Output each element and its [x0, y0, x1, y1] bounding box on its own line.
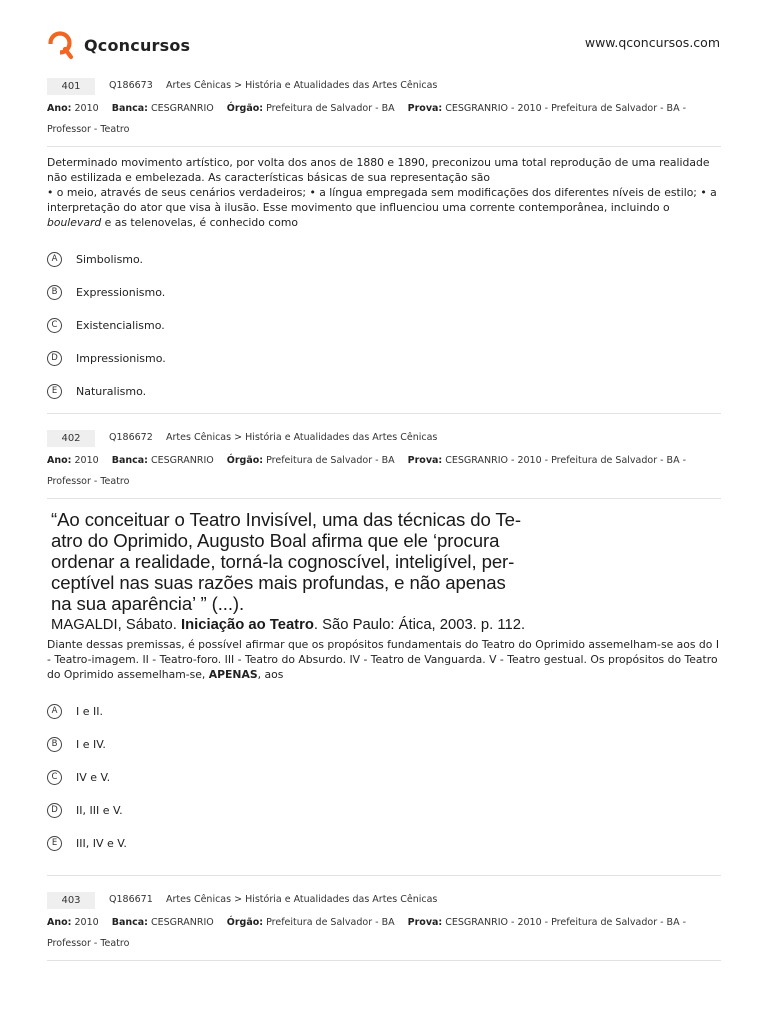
quote-line: ceptível nas suas razões mais profundas, e não apenas: [51, 572, 506, 593]
ano-label: Ano:: [47, 917, 72, 928]
orgao-label: Órgão:: [226, 455, 264, 466]
option-d[interactable]: [47, 794, 721, 827]
question-text-p3: e as telenovelas, é conhecido como: [101, 216, 298, 229]
option-text: Expressionismo.: [76, 286, 166, 299]
option-text: IV e V.: [76, 771, 111, 784]
option-text: Impressionismo.: [76, 352, 166, 365]
divider: [47, 960, 721, 961]
option-e[interactable]: [47, 827, 721, 860]
option-c[interactable]: [47, 761, 721, 794]
ano-value: 2010: [74, 455, 99, 466]
ano-label: Ano:: [47, 455, 72, 466]
divider: [47, 498, 721, 499]
logo[interactable]: [46, 30, 190, 60]
question-number: 401: [47, 78, 95, 95]
logo-text: Qconcursos: [84, 35, 191, 55]
question-meta: [47, 98, 721, 140]
prova-value-cont: Professor - Teatro: [47, 938, 130, 949]
question-text-italic: boulevard: [47, 216, 102, 229]
question-text-main: Diante dessas premissas, é possível afirmar que os propósitos fundamentais do Teatro do Oprimido assemelham-se aos do I - Teatro-imagem. II - Teatro-foro. III - Teatro do Absurdo. IV - Teatro de Vanguarda. V - Teatro gestual. Os propósitos do Teatro do Oprimido assemelham-se,: [47, 638, 719, 681]
quote-line: ordenar a realidade, torná-la cognoscível, inteligível, per-: [51, 551, 515, 572]
option-text: Simbolismo.: [76, 253, 144, 266]
question-text-bold: APENAS: [208, 668, 258, 681]
question-separator: [47, 875, 721, 876]
option-letter[interactable]: C: [47, 770, 62, 785]
option-letter[interactable]: E: [47, 384, 62, 399]
q-logo-icon: [46, 30, 76, 60]
option-d[interactable]: [47, 342, 721, 375]
question-text: [47, 637, 721, 682]
divider: [47, 146, 721, 147]
option-text: I e II.: [76, 705, 103, 718]
question-subject[interactable]: Artes Cênicas > História e Atualidades das Artes Cênicas: [166, 432, 438, 443]
banca-value: CESGRANRIO: [151, 917, 214, 928]
question-text-end: , aos: [257, 668, 284, 681]
question-header: [47, 78, 721, 98]
option-b[interactable]: [47, 728, 721, 761]
option-letter[interactable]: B: [47, 285, 62, 300]
answer-options: [47, 243, 721, 408]
ano-label: Ano:: [47, 103, 72, 114]
question-meta: [47, 912, 721, 954]
question-header: [47, 892, 721, 912]
prova-value: CESGRANRIO - 2010 - Prefeitura de Salvador - BA -: [445, 917, 687, 928]
ano-value: 2010: [74, 103, 99, 114]
answer-options: [47, 695, 721, 860]
question-id[interactable]: Q186672: [109, 432, 153, 443]
prova-label: Prova:: [407, 455, 443, 466]
question-subject[interactable]: Artes Cênicas > História e Atualidades das Artes Cênicas: [166, 80, 438, 91]
site-url[interactable]: www.qconcursos.com: [584, 35, 720, 50]
quote-ref-author: MAGALDI, Sábato.: [51, 617, 177, 633]
prova-value: CESGRANRIO - 2010 - Prefeitura de Salvador - BA -: [445, 455, 687, 466]
option-text: Naturalismo.: [76, 385, 147, 398]
quote-line: “Ao conceituar o Teatro Invisível, uma das técnicas do Te-: [51, 509, 521, 530]
banca-label: Banca:: [111, 103, 148, 114]
quote-reference: [51, 616, 571, 635]
option-letter[interactable]: B: [47, 737, 62, 752]
option-c[interactable]: [47, 309, 721, 342]
question-number: 403: [47, 892, 95, 909]
question-text-p1: Determinado movimento artístico, por volta dos anos de 1880 e 1890, preconizou uma total reprodução de uma realidade não estilizada e embelezada. As características básicas de sua representação são: [47, 156, 710, 184]
quote-image: [51, 509, 571, 635]
question-separator: [47, 413, 721, 414]
question-id[interactable]: Q186671: [109, 894, 153, 905]
quote-line: na sua aparência’ ” (...).: [51, 593, 245, 614]
orgao-label: Órgão:: [226, 917, 264, 928]
banca-label: Banca:: [111, 917, 148, 928]
banca-value: CESGRANRIO: [151, 103, 214, 114]
banca-label: Banca:: [111, 455, 148, 466]
cropped-quote-image: [50, 1014, 550, 1024]
option-a[interactable]: [47, 243, 721, 276]
question-text: [47, 155, 721, 230]
banca-value: CESGRANRIO: [151, 455, 214, 466]
prova-label: Prova:: [407, 103, 443, 114]
option-letter[interactable]: D: [47, 351, 62, 366]
prova-value-cont: Professor - Teatro: [47, 124, 130, 135]
option-letter[interactable]: C: [47, 318, 62, 333]
option-b[interactable]: [47, 276, 721, 309]
orgao-value: Prefeitura de Salvador - BA: [266, 103, 395, 114]
prova-value: CESGRANRIO - 2010 - Prefeitura de Salvador - BA -: [445, 103, 687, 114]
question-id[interactable]: Q186673: [109, 80, 153, 91]
orgao-label: Órgão:: [226, 103, 264, 114]
option-letter[interactable]: D: [47, 803, 62, 818]
option-letter[interactable]: E: [47, 836, 62, 851]
orgao-value: Prefeitura de Salvador - BA: [266, 455, 395, 466]
option-e[interactable]: [47, 375, 721, 408]
option-text: I e IV.: [76, 738, 106, 751]
option-letter[interactable]: A: [47, 704, 62, 719]
option-letter[interactable]: A: [47, 252, 62, 267]
prova-label: Prova:: [407, 917, 443, 928]
ano-value: 2010: [74, 917, 99, 928]
quote-ref-title: Iniciação ao Teatro: [180, 617, 314, 633]
page-header: [0, 0, 768, 70]
prova-value-cont: Professor - Teatro: [47, 476, 130, 487]
option-text: Existencialismo.: [76, 319, 165, 332]
question-401: [47, 78, 721, 408]
option-a[interactable]: [47, 695, 721, 728]
quote-ref-rest: . São Paulo: Ática, 2003. p. 112.: [313, 617, 526, 633]
question-403: [47, 892, 721, 961]
question-header: [47, 430, 721, 450]
question-number: 402: [47, 430, 95, 447]
orgao-value: Prefeitura de Salvador - BA: [266, 917, 395, 928]
question-subject[interactable]: Artes Cênicas > História e Atualidades das Artes Cênicas: [166, 894, 438, 905]
option-text: III, IV e V.: [76, 837, 127, 850]
question-meta: [47, 450, 721, 492]
question-text-p2: • o meio, através de seus cenários verdadeiros; • a língua empregada sem modificações dos diferentes níveis de estilo; • a interpretação do ator que visa à ilusão. Esse movimento que influenciou uma corrente contemporânea, incluindo o: [47, 186, 717, 214]
option-text: II, III e V.: [76, 804, 123, 817]
quote-line: atro do Oprimido, Augusto Boal afirma que ele ‘procura: [51, 530, 500, 551]
question-402: [47, 430, 721, 860]
